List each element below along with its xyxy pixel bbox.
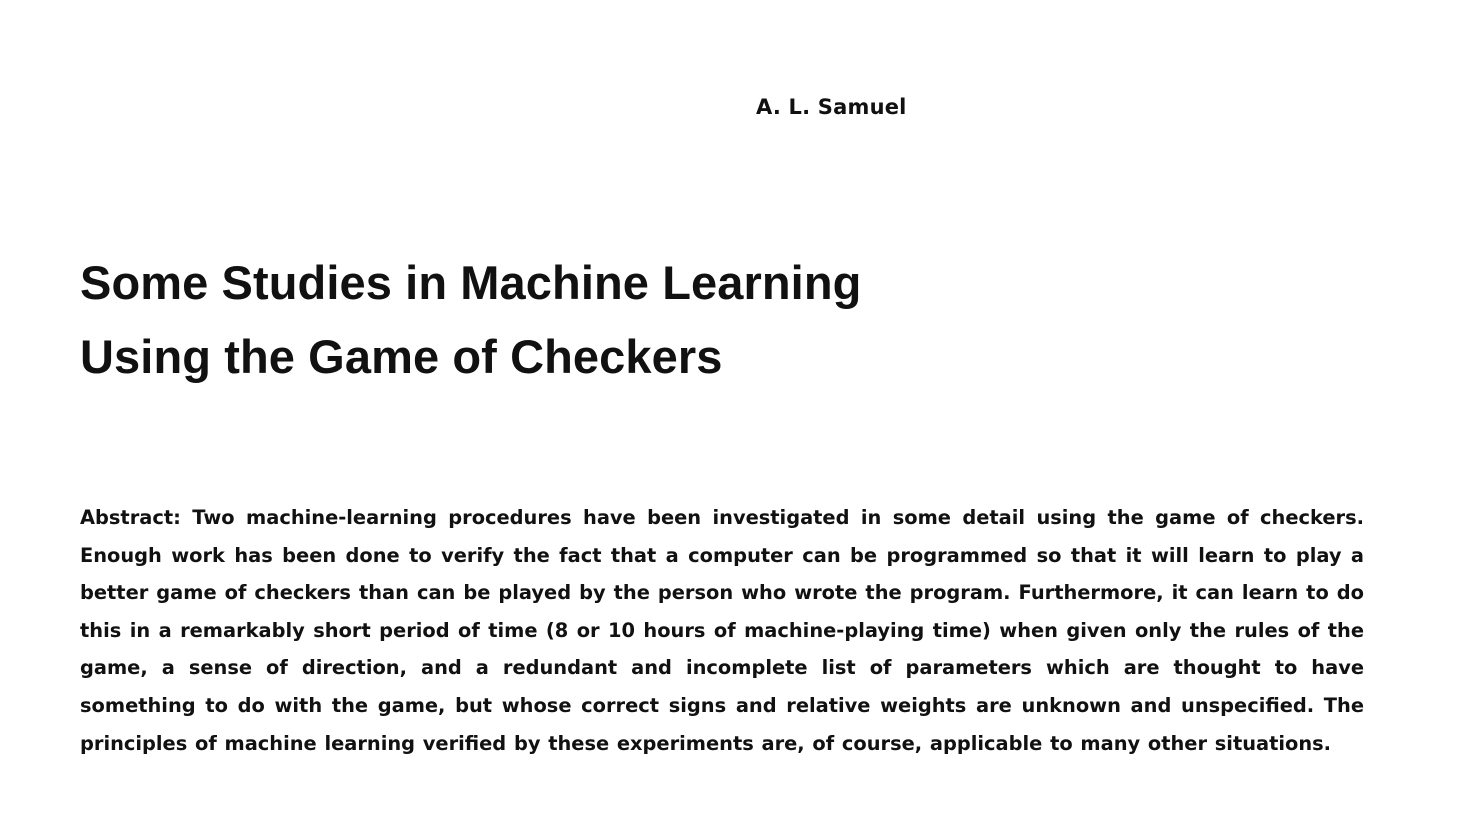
paper-title [80,246,861,394]
author-name: A. L. Samuel [756,95,907,119]
title-line-1: Some Studies in Machine Learning [80,256,862,309]
abstract-label: Abstract: [80,506,181,529]
title-line-2: Using the Game of Checkers [80,330,723,383]
abstract-paragraph [80,499,1364,762]
abstract-text: Two machine-learning procedures have been investigated in some detail using the game of checkers. Enough work has been done to verify the fact that a computer can be programmed so that it will learn to play a better game of checkers than can be played by the person who wrote the program. Furthermore, it can learn to do this in a remarkably short period of time (8 or 10 hours of machine-playing time) when given only the rules of the game, a sense of direction, and a redundant and incomplete list of parameters which are thought to have something to do with the game, but whose correct signs and relative weights are unknown and unspecified. The principles of machine learning verified by these experiments are, of course, applicable to many other situations. [80,506,1364,755]
